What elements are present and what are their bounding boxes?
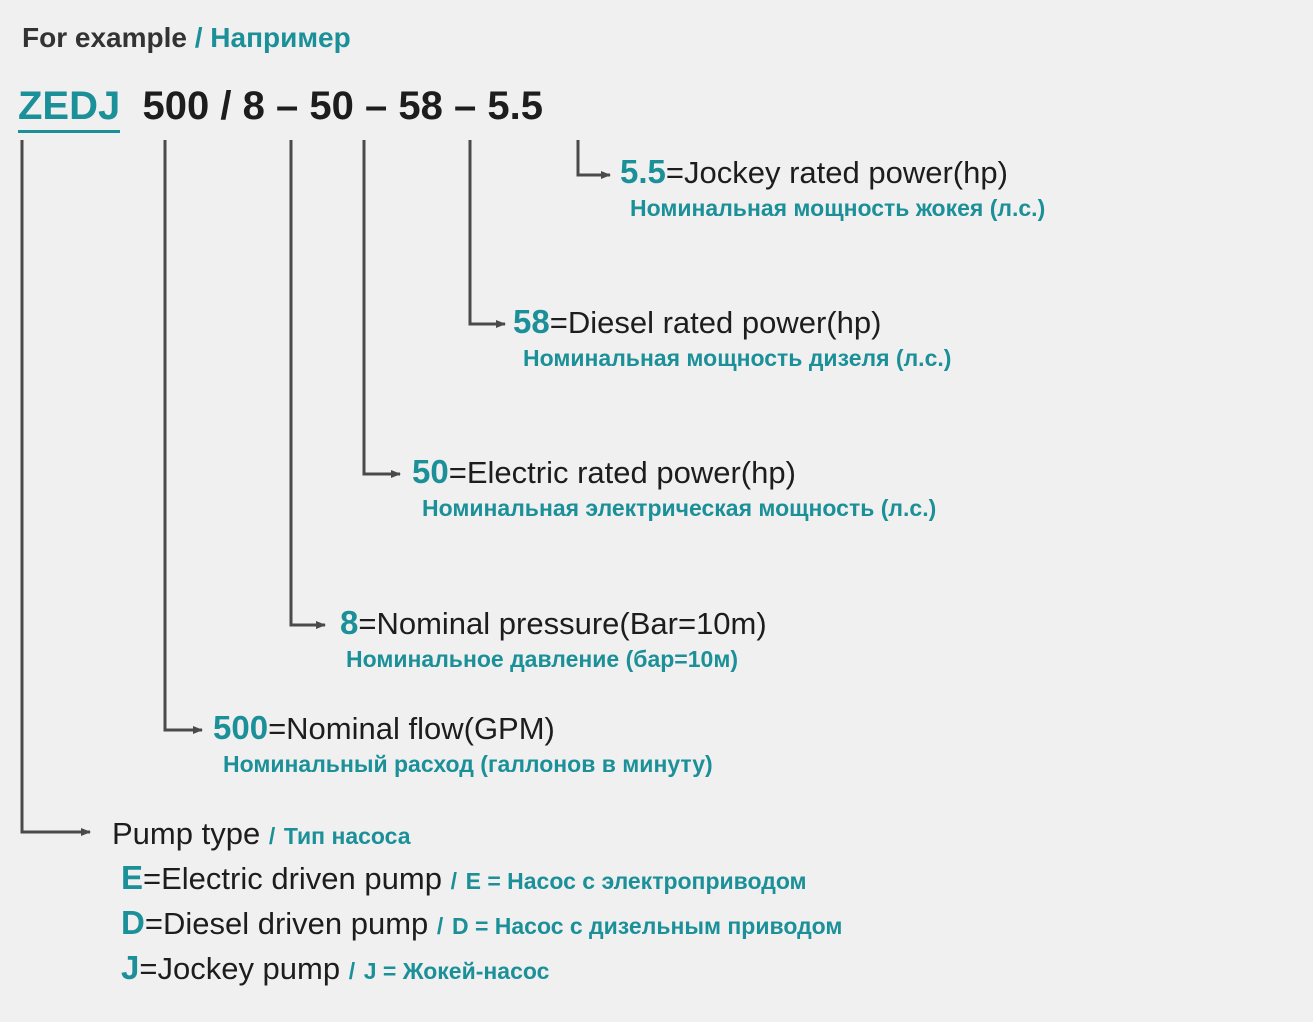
annotation-electric-key: 50 [412, 453, 449, 490]
code-dash-2: – [364, 84, 388, 128]
code-diesel: 58 [398, 84, 443, 128]
pump-type-key-e: E [121, 859, 144, 896]
annotation-electric-russian: Номинальная электрическая мощность (л.с.) [422, 495, 937, 521]
annotation-pressure-text: Nominal pressure(Bar=10m) [376, 606, 767, 641]
title-english: For example [22, 22, 187, 53]
model-code [18, 84, 543, 129]
annotation-diesel-english [513, 303, 951, 341]
annotation-diesel-text: Diesel rated power(hp) [567, 305, 882, 340]
pump-type-block [112, 816, 842, 987]
code-prefix: ZEDJ [18, 84, 120, 133]
code-pressure: 8 [242, 84, 265, 128]
pump-type-title-russian: Тип насоса [283, 823, 411, 849]
pump-type-russian-j: J = Жокей-насос [363, 958, 550, 984]
annotation-flow-key: 500 [213, 709, 269, 746]
annotation-nominal-pressure [340, 604, 767, 673]
annotation-flow-russian: Номинальный расход (галлонов в минуту) [223, 751, 713, 777]
page-title [22, 22, 351, 54]
annotation-pressure-equals: = [358, 606, 377, 641]
pump-type-title-english: Pump type [112, 816, 261, 851]
annotation-pressure-key: 8 [340, 604, 359, 641]
annotation-pressure-english [340, 604, 767, 642]
annotation-electric-power [412, 453, 936, 522]
pump-type-title-separator: / [268, 823, 276, 849]
annotation-electric-equals: = [448, 455, 467, 490]
annotation-nominal-flow [213, 709, 713, 778]
pump-type-russian-e: E = Насос с электроприводом [465, 868, 807, 894]
code-slash: / [220, 84, 232, 128]
annotation-jockey-equals: = [665, 155, 684, 190]
pump-type-sep-j: / [348, 958, 356, 984]
annotation-jockey-text: Jockey rated power(hp) [683, 155, 1008, 190]
pump-type-key-j: J [121, 949, 140, 986]
annotation-electric-text: Electric rated power(hp) [466, 455, 796, 490]
pump-type-text-d: =Diesel driven pump [144, 906, 429, 941]
pump-type-row-diesel [112, 904, 842, 942]
annotation-pressure-russian: Номинальное давление (бар=10м) [346, 646, 738, 672]
pump-type-row-electric [112, 859, 842, 897]
annotation-flow-english [213, 709, 713, 747]
pump-type-russian-d: D = Насос с дизельным приводом [451, 913, 843, 939]
title-separator: / [194, 22, 203, 53]
annotation-diesel-key: 58 [513, 303, 550, 340]
annotation-diesel-russian: Номинальная мощность дизеля (л.с.) [523, 345, 952, 371]
annotation-flow-text: Nominal flow(GPM) [286, 711, 555, 746]
pump-type-sep-d: / [436, 913, 444, 939]
annotation-jockey-power [620, 153, 1045, 222]
pump-type-text-e: =Electric driven pump [143, 861, 442, 896]
annotation-jockey-english [620, 153, 1045, 191]
pump-type-key-d: D [121, 904, 145, 941]
annotation-jockey-russian: Номинальная мощность жокея (л.с.) [630, 195, 1046, 221]
annotation-flow-equals: = [268, 711, 287, 746]
code-electric: 50 [309, 84, 354, 128]
annotation-electric-english [412, 453, 936, 491]
code-dash-1: – [275, 84, 299, 128]
pump-type-row-jockey [112, 949, 842, 987]
annotation-jockey-key: 5.5 [620, 153, 666, 190]
pump-type-text-j: =Jockey pump [139, 951, 341, 986]
code-flow: 500 [142, 84, 210, 128]
pump-type-title [112, 816, 842, 852]
annotation-diesel-power [513, 303, 951, 372]
code-jockey: 5.5 [487, 84, 543, 128]
pump-type-sep-e: / [450, 868, 457, 894]
title-russian: Например [210, 22, 351, 53]
annotation-diesel-equals: = [549, 305, 568, 340]
code-dash-3: – [453, 84, 477, 128]
